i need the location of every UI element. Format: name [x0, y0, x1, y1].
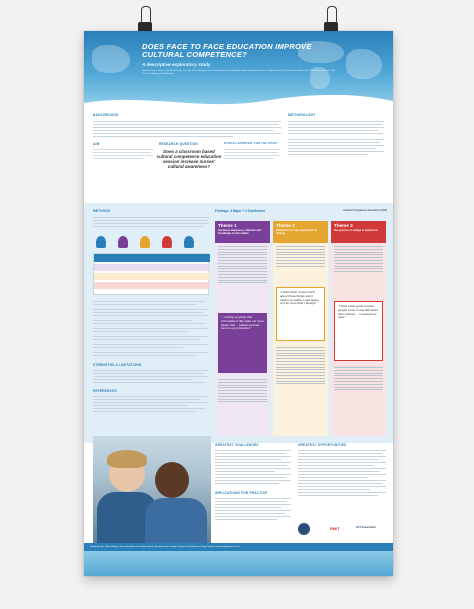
theme-3-quote: "I think it was good to have people come in and talk about their cultures ... it opened my eyes." — [338, 304, 379, 320]
theme-3-column — [331, 221, 386, 436]
header-wave — [84, 91, 393, 106]
aim-heading: AIM — [93, 142, 100, 146]
opportunities-heading: GREATEST OPPORTUNITIES — [298, 443, 347, 447]
background-heading: BACKGROUND — [93, 113, 119, 117]
theme-2-header — [273, 221, 328, 243]
theme-1-number: Theme 1 — [218, 223, 237, 228]
theme-1-quote: "...looking at giving that information it did make me more aware that ... patient-centred care is very important." — [221, 315, 264, 331]
poster-authors: Authors: Marcia Jessen, RN BN, MN; Ann Lee, RN, MN, Education Staff Development Unit, Goldberg Health and Health Services. Kaye Dalton, PhD, MN; Fiona Walton, RN, PhD, Sharon Gillam, PhD, School of Nursing and Midwifery — [142, 70, 336, 75]
poster-title: DOES FACE TO FACE EDUCATION IMPROVE CULTURAL COMPETENCE? — [142, 42, 312, 60]
theme-3-header — [331, 221, 386, 243]
theme-2-column — [273, 221, 328, 436]
poster-footer: Design by Jane | Specialising in the presentation of scientific content | Academic poster design | Reports & Publications | Copy Design | www.designbyjane.com.au — [84, 543, 393, 551]
findings-heading-bar — [215, 209, 387, 218]
theme-1-column — [215, 221, 270, 436]
participant-icons — [96, 236, 206, 250]
research-question-quote: Does a classroom based cultural competence education session increase nurses' cultural awareness? — [156, 149, 222, 169]
theme-3-lower-lines — [334, 367, 383, 392]
methods-heading: METHODS — [93, 209, 111, 213]
methodology-heading: METHODOLOGY — [288, 113, 316, 117]
nurses-photo — [93, 436, 211, 544]
theme-1-body — [215, 243, 270, 288]
theme-1-lower-lines — [218, 379, 267, 404]
nurse-right-uniform — [145, 498, 207, 544]
theme-2-name: Reflections on own experiences of training — [276, 229, 318, 235]
theme-3-name: The process of change in experience — [334, 229, 378, 232]
ethics-heading: ETHICAL APPROVAL FOR THE STUDY — [224, 142, 278, 145]
theme-1-name: Increased awareness, reflection and knowledge of own culture — [218, 229, 261, 235]
methods-table — [93, 253, 209, 295]
nurse-right — [155, 462, 189, 498]
logo-area — [298, 521, 388, 539]
research-question-heading: RESEARCH QUESTION — [159, 142, 198, 146]
theme-2-number: Theme 2 — [276, 223, 295, 228]
references-heading: REFERENCES — [93, 389, 117, 393]
poster-subtitle: A descriptive exploratory study — [142, 62, 211, 67]
findings-heading: Findings: 3 Major + 3 Subthemes — [215, 209, 265, 213]
poster — [84, 31, 393, 576]
strengths-heading: STRENGTHS & LIMITATIONS — [93, 363, 142, 367]
poster-header — [84, 31, 393, 106]
theme-1-quote-box — [218, 313, 267, 373]
rmit-logo: RMIT — [330, 526, 340, 531]
theme-3-quote-box — [334, 301, 383, 361]
theme-2-quote-box — [276, 287, 325, 341]
nurse-left-hair — [107, 450, 147, 468]
theme-3-body — [331, 243, 386, 277]
world-map-shape — [92, 45, 130, 73]
act-logo: ACT Government — [356, 526, 376, 529]
poster-bottom-band — [84, 551, 393, 576]
theme-2-body — [273, 243, 328, 271]
implications-heading: IMPLICATIONS FOR PRACTICE — [215, 491, 268, 495]
world-map-shape — [346, 49, 382, 79]
theme-1-header — [215, 221, 270, 243]
theme-2-quote: "I didn't think I knew much about those things and it made me realise I was aware of a lot more than I thought." — [280, 290, 320, 306]
theme-3-number: Theme 3 — [334, 223, 353, 228]
findings-right-label: Cultural Competence Education (CCE) — [343, 209, 387, 212]
crest-logo — [298, 523, 310, 535]
theme-2-lower-lines — [276, 347, 325, 386]
challenges-heading: GREATEST CHALLENGES — [215, 443, 259, 447]
